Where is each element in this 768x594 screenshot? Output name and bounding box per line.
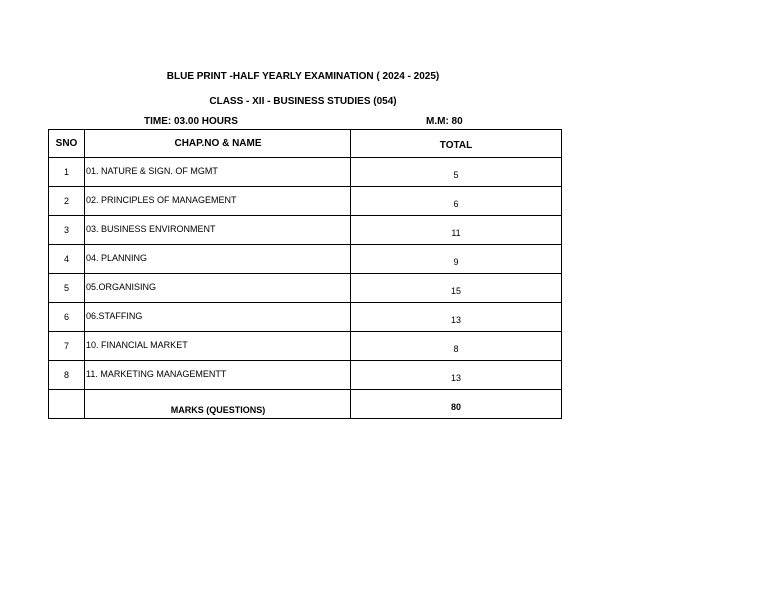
max-marks: M.M: 80: [426, 116, 463, 127]
row-sno: 4: [49, 245, 85, 274]
row-chapter: 02. PRINCIPLES OF MANAGEMENT: [85, 187, 351, 216]
row-total: 15: [351, 274, 562, 303]
table-footer-row: [49, 390, 562, 419]
exam-time: TIME: 03.00 HOURS: [144, 116, 238, 127]
document-subtitle: CLASS - XII - BUSINESS STUDIES (054): [209, 96, 397, 107]
footer-empty-cell: [49, 390, 85, 419]
row-sno: 3: [49, 216, 85, 245]
column-header-chapter: CHAP.NO & NAME: [85, 130, 351, 158]
row-chapter: 05.ORGANISING: [85, 274, 351, 303]
table-row: [49, 245, 562, 274]
table-row: [49, 216, 562, 245]
row-total: 13: [351, 303, 562, 332]
table-row: [49, 274, 562, 303]
column-header-sno: SNO: [49, 130, 85, 158]
row-sno: 8: [49, 361, 85, 390]
row-chapter: 01. NATURE & SIGN. OF MGMT: [85, 158, 351, 187]
row-total: 11: [351, 216, 562, 245]
table-row: [49, 187, 562, 216]
row-sno: 6: [49, 303, 85, 332]
row-total: 9: [351, 245, 562, 274]
row-total: 6: [351, 187, 562, 216]
blueprint-table: [48, 129, 562, 419]
row-sno: 2: [49, 187, 85, 216]
row-total: 13: [351, 361, 562, 390]
table-row: [49, 332, 562, 361]
row-total: 5: [351, 158, 562, 187]
row-sno: 5: [49, 274, 85, 303]
table-row: [49, 158, 562, 187]
row-chapter: 10. FINANCIAL MARKET: [85, 332, 351, 361]
document-title: BLUE PRINT -HALF YEARLY EXAMINATION ( 2024 - 2025): [166, 71, 440, 82]
row-chapter: 03. BUSINESS ENVIRONMENT: [85, 216, 351, 245]
row-sno: 1: [49, 158, 85, 187]
row-sno: 7: [49, 332, 85, 361]
row-chapter: 11. MARKETING MANAGEMENTT: [85, 361, 351, 390]
column-header-total: TOTAL: [351, 130, 562, 158]
table-row: [49, 303, 562, 332]
footer-label: MARKS (QUESTIONS): [85, 390, 351, 419]
table-row: [49, 361, 562, 390]
row-chapter: 04. PLANNING: [85, 245, 351, 274]
table-header-row: [49, 130, 562, 158]
row-total: 8: [351, 332, 562, 361]
footer-total: 80: [351, 390, 562, 419]
row-chapter: 06.STAFFING: [85, 303, 351, 332]
